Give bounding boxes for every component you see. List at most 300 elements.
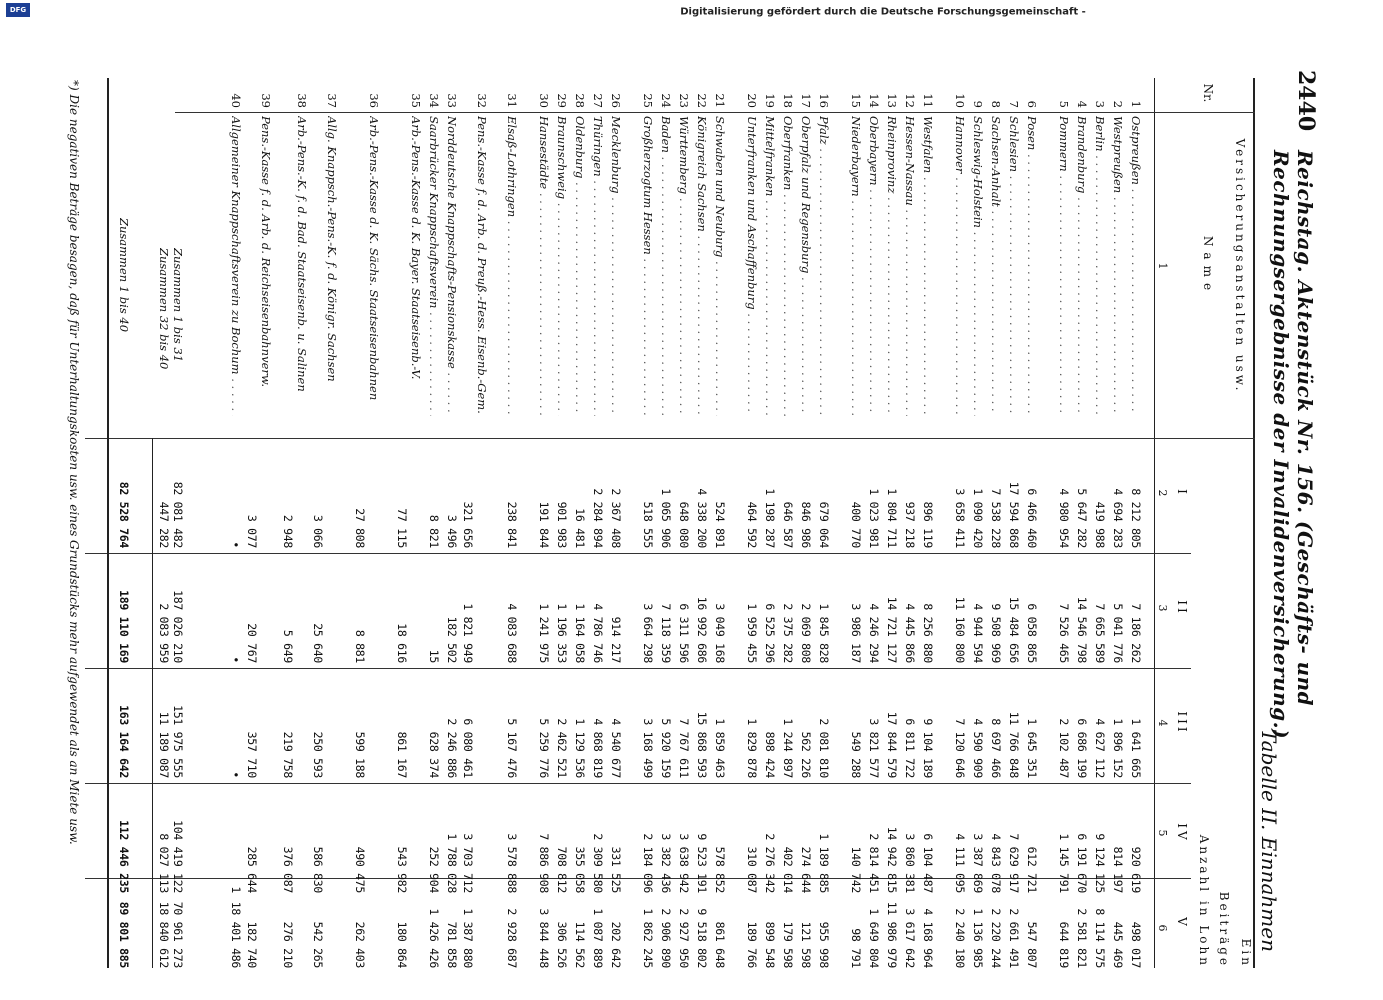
institution-name: Ostpreußen . . . xyxy=(1129,116,1143,416)
contribution-value: 17 844 579 xyxy=(885,711,899,778)
institution-name: Pfalz . . . xyxy=(817,116,831,416)
contribution-value: 5 167 476 xyxy=(505,718,519,778)
contribution-value: 7 665 589 xyxy=(1093,603,1107,663)
institution-name: Westpreußen . . . xyxy=(1111,116,1125,416)
contribution-value: 357 710 xyxy=(245,731,259,778)
contribution-value: 3 821 577 xyxy=(867,718,881,778)
header-rule xyxy=(1154,78,1155,968)
contribution-value: 4 083 688 xyxy=(505,603,519,663)
contribution-value: 9 523 191 xyxy=(695,833,709,893)
contribution-value: 1 859 463 xyxy=(713,718,727,778)
contribution-value: 2 581 821 xyxy=(1075,908,1089,968)
contribution-value: 219 758 xyxy=(281,731,295,778)
contribution-value: 2 462 521 xyxy=(555,718,569,778)
institution-name: Baden . . . xyxy=(659,116,673,416)
contribution-value: • xyxy=(229,656,243,663)
institution-name: Mittelfranken . . . xyxy=(763,116,777,416)
contribution-value: 1 136 985 xyxy=(971,908,985,968)
contribution-value: 896 119 xyxy=(921,501,935,548)
contribution-value: 17 594 868 xyxy=(1007,481,1021,548)
contribution-value: 202 642 xyxy=(609,921,623,968)
row-number: 14 xyxy=(867,93,881,108)
contribution-value: 18 616 xyxy=(395,623,409,663)
contribution-value: 3 066 xyxy=(311,514,325,548)
contribution-value: 445 469 xyxy=(1111,921,1125,968)
contribution-value: • xyxy=(229,541,243,548)
institution-name: Sachsen-Anhalt . . . xyxy=(989,116,1003,416)
row-number: 36 xyxy=(367,93,381,108)
contribution-value: 4 980 954 xyxy=(1057,488,1071,548)
contribution-value: 3 638 942 xyxy=(677,833,691,893)
contribution-value: 920 619 xyxy=(1129,846,1143,893)
contribution-value: 3 387 869 xyxy=(971,833,985,893)
contribution-value: 252 904 xyxy=(427,846,441,893)
institution-name: Braunschweig . . . xyxy=(555,116,569,416)
table-label-area xyxy=(1253,560,1285,960)
institution-name: Saarbrücker Knappschaftsverein . . . xyxy=(427,116,441,416)
institution-name: Elsaß-Lothringen . . . xyxy=(505,116,519,416)
colnum-3: 3 xyxy=(1156,604,1169,612)
contribution-value: 846 986 xyxy=(799,501,813,548)
row-number: 12 xyxy=(903,93,917,108)
institution-name: Hannover . . . xyxy=(953,116,967,416)
contribution-value: 16 481 xyxy=(573,508,587,548)
subtotal-value: 11 189 087 xyxy=(157,711,171,778)
contribution-value: 1 198 287 xyxy=(763,488,777,548)
contribution-value: 1 426 426 xyxy=(427,908,441,968)
contribution-value: 4 868 819 xyxy=(591,718,605,778)
institution-name: Schleswig-Holstein . . . xyxy=(971,116,985,416)
contribution-value: 16 992 686 xyxy=(695,596,709,663)
contribution-value: 599 188 xyxy=(353,731,367,778)
contribution-value: 1 959 455 xyxy=(745,603,759,663)
contribution-value: 955 998 xyxy=(817,921,831,968)
contribution-value: 1 641 665 xyxy=(1129,718,1143,778)
contribution-value: 6 104 487 xyxy=(921,833,935,893)
contribution-value: 2 246 886 xyxy=(445,718,459,778)
contribution-value: 191 844 xyxy=(537,501,551,548)
contribution-value: 524 891 xyxy=(713,501,727,548)
contribution-value: 3 382 436 xyxy=(659,833,673,893)
contribution-value: 861 648 xyxy=(713,921,727,968)
contribution-value: 15 868 593 xyxy=(695,711,709,778)
contribution-value: 1 387 880 xyxy=(461,908,475,968)
contribution-value: 7 886 908 xyxy=(537,833,551,893)
contribution-value: 490 475 xyxy=(353,846,367,893)
contribution-value: 8 821 xyxy=(427,514,441,548)
contribution-value: 5 649 xyxy=(281,629,295,663)
row-number: 8 xyxy=(989,100,1003,108)
contribution-value: 6 525 296 xyxy=(763,603,777,663)
contribution-value: 1 145 791 xyxy=(1057,833,1071,893)
contribution-value: 2 375 282 xyxy=(781,603,795,663)
contribution-value: 2 367 408 xyxy=(609,488,623,548)
contribution-value: 2 220 244 xyxy=(989,908,1003,968)
contribution-value: 4 540 677 xyxy=(609,718,623,778)
contribution-value: 1 129 536 xyxy=(573,718,587,778)
contribution-value: 2 184 096 xyxy=(641,833,655,893)
contribution-value: 1 862 245 xyxy=(641,908,655,968)
total-value: 112 446 235 xyxy=(117,820,131,893)
contribution-value: 4 111 095 xyxy=(953,833,967,893)
contribution-value: 4 694 283 xyxy=(1111,488,1125,548)
contribution-value: 2 309 580 xyxy=(591,833,605,893)
subtotal-value: 8 027 113 xyxy=(157,833,171,893)
top-rule xyxy=(1253,78,1255,968)
header-class-3: III xyxy=(1175,711,1189,735)
row-number: 38 xyxy=(295,93,309,108)
contribution-value: 355 058 xyxy=(573,846,587,893)
row-number: 34 xyxy=(427,93,441,108)
contribution-value: 646 587 xyxy=(781,501,795,548)
footnote: *) Die negativen Beträge besagen, daß für Unterhaltungskosten usw. eines Grundstücks mehr aufgewendet als an Miete usw. xyxy=(67,80,81,845)
contribution-value: 3 617 642 xyxy=(903,908,917,968)
contribution-value: 15 484 656 xyxy=(1007,596,1021,663)
contribution-value: 8 697 466 xyxy=(989,718,1003,778)
contribution-value: 1 804 711 xyxy=(885,488,899,548)
colnum-4: 4 xyxy=(1156,719,1169,727)
contribution-value: 1 829 878 xyxy=(745,718,759,778)
contribution-value: 179 598 xyxy=(781,921,795,968)
contribution-value: 7 186 262 xyxy=(1129,603,1143,663)
contribution-value: 2 276 342 xyxy=(763,833,777,893)
header-class-4: IV xyxy=(1175,823,1189,843)
page-title: Reichstag. Aktenstück Nr. 156. (Geschäfts- und Rechnungsergebnisse der Invalidenversicherung.) xyxy=(1269,150,1317,740)
row-number: 40 xyxy=(229,93,243,108)
contribution-value: 5 920 159 xyxy=(659,718,673,778)
header-anzahl: Anzahl in Lohn xyxy=(1197,834,1211,968)
contribution-value: 11 766 848 xyxy=(1007,711,1021,778)
row-number: 39 xyxy=(259,93,273,108)
subtotal-value: 2 083 959 xyxy=(157,603,171,663)
contribution-value: 262 403 xyxy=(353,921,367,968)
contribution-value: 400 770 xyxy=(849,501,863,548)
contribution-value: 14 546 798 xyxy=(1075,596,1089,663)
contribution-value: 321 656 xyxy=(461,501,475,548)
contribution-value: 6 080 461 xyxy=(461,718,475,778)
contribution-value: 14 942 815 xyxy=(885,826,899,893)
institution-name: Niederbayern . . . xyxy=(849,116,863,416)
contribution-value: 1 896 152 xyxy=(1111,718,1125,778)
header-name: Name xyxy=(1201,235,1215,297)
contribution-value: 7 120 646 xyxy=(953,718,967,778)
institution-name: Schlesien . . . xyxy=(1007,116,1021,416)
contribution-value: 549 288 xyxy=(849,731,863,778)
contribution-value: 7 538 228 xyxy=(989,488,1003,548)
row-number: 4 xyxy=(1075,100,1089,108)
contribution-value: 77 115 xyxy=(395,508,409,548)
colnum-6: 6 xyxy=(1156,924,1169,932)
contribution-value: 2 102 487 xyxy=(1057,718,1071,778)
contribution-value: 679 064 xyxy=(817,501,831,548)
contribution-value: 2 661 491 xyxy=(1007,908,1021,968)
subtotal-value: 104 419 122 xyxy=(171,820,185,893)
contribution-value: 3 703 712 xyxy=(461,833,475,893)
contribution-value: 2 069 808 xyxy=(799,603,813,663)
contribution-value: 14 721 127 xyxy=(885,596,899,663)
header-institutions: Versicherungsanstalten usw. xyxy=(1233,138,1247,394)
subtotal-value: 187 026 210 xyxy=(171,590,185,663)
contribution-value: 578 852 xyxy=(713,846,727,893)
colnum-5: 5 xyxy=(1156,829,1169,837)
contribution-value: 182 502 xyxy=(445,616,459,663)
institution-name: Thüringen . . . xyxy=(591,116,605,416)
row-number: 29 xyxy=(555,93,569,108)
institution-name: Allgemeiner Knappschaftsverein zu Bochum . . . xyxy=(229,116,243,416)
contribution-value: 3 986 187 xyxy=(849,603,863,663)
row-number: 13 xyxy=(885,93,899,108)
institution-name: Pens.-Kasse f. d. Arb. d. Reichseisenbahnverw. xyxy=(259,116,273,388)
contribution-value: 114 562 xyxy=(573,921,587,968)
contribution-value: 274 644 xyxy=(799,846,813,893)
contribution-value: 1 845 828 xyxy=(817,603,831,663)
table-label: Tabelle II. Einnahmen xyxy=(1257,728,1281,952)
contribution-value: 3 844 448 xyxy=(537,908,551,968)
row-number: 2 xyxy=(1111,100,1125,108)
contribution-value: 1 649 804 xyxy=(867,908,881,968)
row-number: 31 xyxy=(505,93,519,108)
contribution-value: 518 555 xyxy=(641,501,655,548)
contribution-value: 4 168 964 xyxy=(921,908,935,968)
contribution-value: 8 881 xyxy=(353,629,367,663)
institution-name: Norddeutsche Knappschafts-Pensionskasse . . . xyxy=(445,116,459,416)
contribution-value: 1 xyxy=(229,886,243,893)
contribution-value: 15 xyxy=(427,649,441,663)
contribution-value: 1 788 028 xyxy=(445,833,459,893)
colnum-2: 2 xyxy=(1156,489,1169,497)
contribution-value: 6 686 199 xyxy=(1075,718,1089,778)
institution-name: Württemberg . . . xyxy=(677,116,691,416)
institution-name: Mecklenburg . . . xyxy=(609,116,623,416)
row-number: 23 xyxy=(677,93,691,108)
header-class-1: I xyxy=(1175,489,1189,497)
contribution-value: 276 210 xyxy=(281,921,295,968)
institution-name: Hessen-Nassau . . . xyxy=(903,116,917,416)
total-label: Zusammen 1 bis 40 xyxy=(117,218,131,333)
contribution-value: 3 664 298 xyxy=(641,603,655,663)
contribution-value: 1 164 058 xyxy=(573,603,587,663)
subtotal-label: Zusammen 32 bis 40 xyxy=(157,248,171,370)
contribution-value: 2 081 810 xyxy=(817,718,831,778)
contribution-value: 8 256 880 xyxy=(921,603,935,663)
contribution-value: 4 843 078 xyxy=(989,833,1003,893)
contribution-value: 6 311 596 xyxy=(677,603,691,663)
contribution-value: 498 017 xyxy=(1129,921,1143,968)
bottom-rule xyxy=(107,78,109,968)
contribution-value: 27 808 xyxy=(353,508,367,548)
dfg-logo: DFG xyxy=(6,3,30,17)
contribution-value: 402 014 xyxy=(781,846,795,893)
contribution-value: 4 445 866 xyxy=(903,603,917,663)
row-number: 3 xyxy=(1093,100,1107,108)
colnum-1: 1 xyxy=(1156,262,1169,270)
contribution-value: 628 374 xyxy=(427,731,441,778)
contribution-value: 612 721 xyxy=(1025,846,1039,893)
institution-name: Königreich Sachsen . . . xyxy=(695,116,709,416)
contribution-value: 901 983 xyxy=(555,501,569,548)
contribution-value: 376 087 xyxy=(281,846,295,893)
institution-name: Arb.-Pens.-Kasse d. K. Bayer. Staatseisenb.-V. xyxy=(409,116,423,380)
contribution-value: 899 548 xyxy=(763,921,777,968)
institution-name: Oldenburg . . . xyxy=(573,116,587,416)
side-credit: Digitalisierung gefördert durch die Deutsche Forschungsgemeinschaft - xyxy=(680,6,1086,18)
institution-name: Hansestädte . . . xyxy=(537,116,551,416)
contribution-value: 2 814 451 xyxy=(867,833,881,893)
subtotal-value: 82 081 482 xyxy=(171,481,185,548)
institution-name: Brandenburg . . . xyxy=(1075,116,1089,416)
contribution-value: 7 767 611 xyxy=(677,718,691,778)
page-number: 2440 xyxy=(1293,70,1319,132)
contribution-value: 464 592 xyxy=(745,501,759,548)
contribution-value: 5 041 776 xyxy=(1111,603,1125,663)
row-number: 16 xyxy=(817,93,831,108)
contribution-value: 2 927 950 xyxy=(677,908,691,968)
contribution-value: • xyxy=(229,771,243,778)
row-number: 20 xyxy=(745,93,759,108)
contribution-value: 586 830 xyxy=(311,846,325,893)
institution-name: Pens.-Kasse f. d. Arb. d. Preuß.-Hess. Eisenb.-Gem. xyxy=(475,116,489,414)
contribution-value: 3 077 xyxy=(245,514,259,548)
contribution-value: 2 240 180 xyxy=(953,908,967,968)
row-number: 21 xyxy=(713,93,727,108)
row-number: 10 xyxy=(953,93,967,108)
contribution-value: 8 114 575 xyxy=(1093,908,1107,968)
contribution-value: 1 087 889 xyxy=(591,908,605,968)
contribution-value: 238 841 xyxy=(505,501,519,548)
contribution-value: 3 496 xyxy=(445,514,459,548)
contribution-value: 11 160 800 xyxy=(953,596,967,663)
contribution-value: 9 124 125 xyxy=(1093,833,1107,893)
row-number: 11 xyxy=(921,93,935,108)
contribution-value: 4 590 909 xyxy=(971,718,985,778)
contribution-value: 419 988 xyxy=(1093,501,1107,548)
contribution-value: 11 986 979 xyxy=(885,901,899,968)
contribution-value: 310 087 xyxy=(745,846,759,893)
header-class-2: II xyxy=(1175,600,1189,616)
contribution-value: 6 466 460 xyxy=(1025,488,1039,548)
institution-name: Rheinprovinz . . . xyxy=(885,116,899,416)
contribution-value: 898 424 xyxy=(763,731,777,778)
header-einnahmen: Ein xyxy=(1239,938,1253,968)
contribution-value: 285 644 xyxy=(245,846,259,893)
total-value: 163 164 642 xyxy=(117,705,131,778)
contribution-value: 1 065 906 xyxy=(659,488,673,548)
contribution-value: 5 647 282 xyxy=(1075,488,1089,548)
contribution-value: 98 791 xyxy=(849,928,863,968)
contribution-value: 861 167 xyxy=(395,731,409,778)
col-divider xyxy=(175,112,1255,113)
contribution-value: 140 742 xyxy=(849,846,863,893)
contribution-value: 2 948 xyxy=(281,514,295,548)
row-number: 28 xyxy=(573,93,587,108)
contribution-value: 189 766 xyxy=(745,921,759,968)
row-number: 26 xyxy=(609,93,623,108)
contribution-value: 5 259 776 xyxy=(537,718,551,778)
contribution-value: 7 629 917 xyxy=(1007,833,1021,893)
contribution-value: 644 819 xyxy=(1057,921,1071,968)
row-number: 35 xyxy=(409,93,423,108)
header-class-5: V xyxy=(1175,917,1189,929)
contribution-value: 6 811 722 xyxy=(903,718,917,778)
contribution-value: 182 740 xyxy=(245,921,259,968)
header-beitraege: Beiträge xyxy=(1217,891,1231,968)
institution-name: Großherzogtum Hessen . . . xyxy=(641,116,655,416)
contribution-value: 708 812 xyxy=(555,846,569,893)
institution-name: Arb.-Pens.-K. f. d. Bad. Staatseisenb. u. Salinen xyxy=(295,116,309,392)
contribution-value: 1 244 897 xyxy=(781,718,795,778)
header-nr: Nr. xyxy=(1201,83,1215,103)
contribution-value: 6 191 670 xyxy=(1075,833,1089,893)
row-number: 30 xyxy=(537,93,551,108)
row-number: 37 xyxy=(325,93,339,108)
row-number: 17 xyxy=(799,93,813,108)
institution-name: Allg. Knappsch.-Pens.-K. f. d. Königr. Sachsen xyxy=(325,116,339,382)
contribution-value: 1 196 353 xyxy=(555,603,569,663)
contribution-value: 180 864 xyxy=(395,921,409,968)
institution-name: Oberfranken . . . xyxy=(781,116,795,416)
row-number: 18 xyxy=(781,93,795,108)
contribution-value: 7 526 465 xyxy=(1057,603,1071,663)
row-number: 19 xyxy=(763,93,777,108)
contribution-value: 1 023 981 xyxy=(867,488,881,548)
contribution-value: 3 168 499 xyxy=(641,718,655,778)
institution-name: Arb.-Pens.-Kasse d. K. Sächs. Staatseisenbahnen xyxy=(367,116,381,401)
contribution-value: 121 598 xyxy=(799,921,813,968)
institution-name: Berlin . . . xyxy=(1093,116,1107,416)
contribution-value: 9 518 802 xyxy=(695,908,709,968)
contribution-value: 1 090 420 xyxy=(971,488,985,548)
subtotal-label: Zusammen 1 bis 31 xyxy=(171,248,185,363)
contribution-value: 20 767 xyxy=(245,623,259,663)
contribution-value: 4 338 200 xyxy=(695,488,709,548)
contribution-value: 9 508 969 xyxy=(989,603,1003,663)
contribution-value: 25 640 xyxy=(311,623,325,663)
row-number: 5 xyxy=(1057,100,1071,108)
contribution-value: 562 226 xyxy=(799,731,813,778)
row-number: 32 xyxy=(475,93,489,108)
row-number: 24 xyxy=(659,93,673,108)
contribution-value: 250 593 xyxy=(311,731,325,778)
institution-name: Unterfranken und Aschaffenburg . . . xyxy=(745,116,759,416)
contribution-value: 2 906 890 xyxy=(659,908,673,968)
contribution-value: 9 104 189 xyxy=(921,718,935,778)
row-number: 9 xyxy=(971,100,985,108)
contribution-value: 4 246 294 xyxy=(867,603,881,663)
contribution-value: 3 860 381 xyxy=(903,833,917,893)
contribution-value: 543 982 xyxy=(395,846,409,893)
row-number: 15 xyxy=(849,93,863,108)
subtotal-value: 151 975 555 xyxy=(171,705,185,778)
contribution-value: 914 217 xyxy=(609,616,623,663)
contribution-value: 542 265 xyxy=(311,921,325,968)
total-rule xyxy=(152,438,153,968)
contribution-value: 814 197 xyxy=(1111,846,1125,893)
contribution-value: 18 401 486 xyxy=(229,901,243,968)
contribution-value: 4 786 746 xyxy=(591,603,605,663)
contribution-value: 648 080 xyxy=(677,501,691,548)
contribution-value: 1 189 885 xyxy=(817,833,831,893)
institution-name: Westfalen . . . xyxy=(921,116,935,416)
institution-name: Pommern . . . xyxy=(1057,116,1071,416)
contribution-value: 6 058 865 xyxy=(1025,603,1039,663)
contribution-value: 7 118 359 xyxy=(659,603,673,663)
institution-name: Schwaben und Neuburg . . . xyxy=(713,116,727,416)
subtotal-value: 447 282 xyxy=(157,501,171,548)
row-number: 25 xyxy=(641,93,655,108)
subtotal-value: 18 840 612 xyxy=(157,901,171,968)
row-number: 33 xyxy=(445,93,459,108)
row-number: 7 xyxy=(1007,100,1021,108)
